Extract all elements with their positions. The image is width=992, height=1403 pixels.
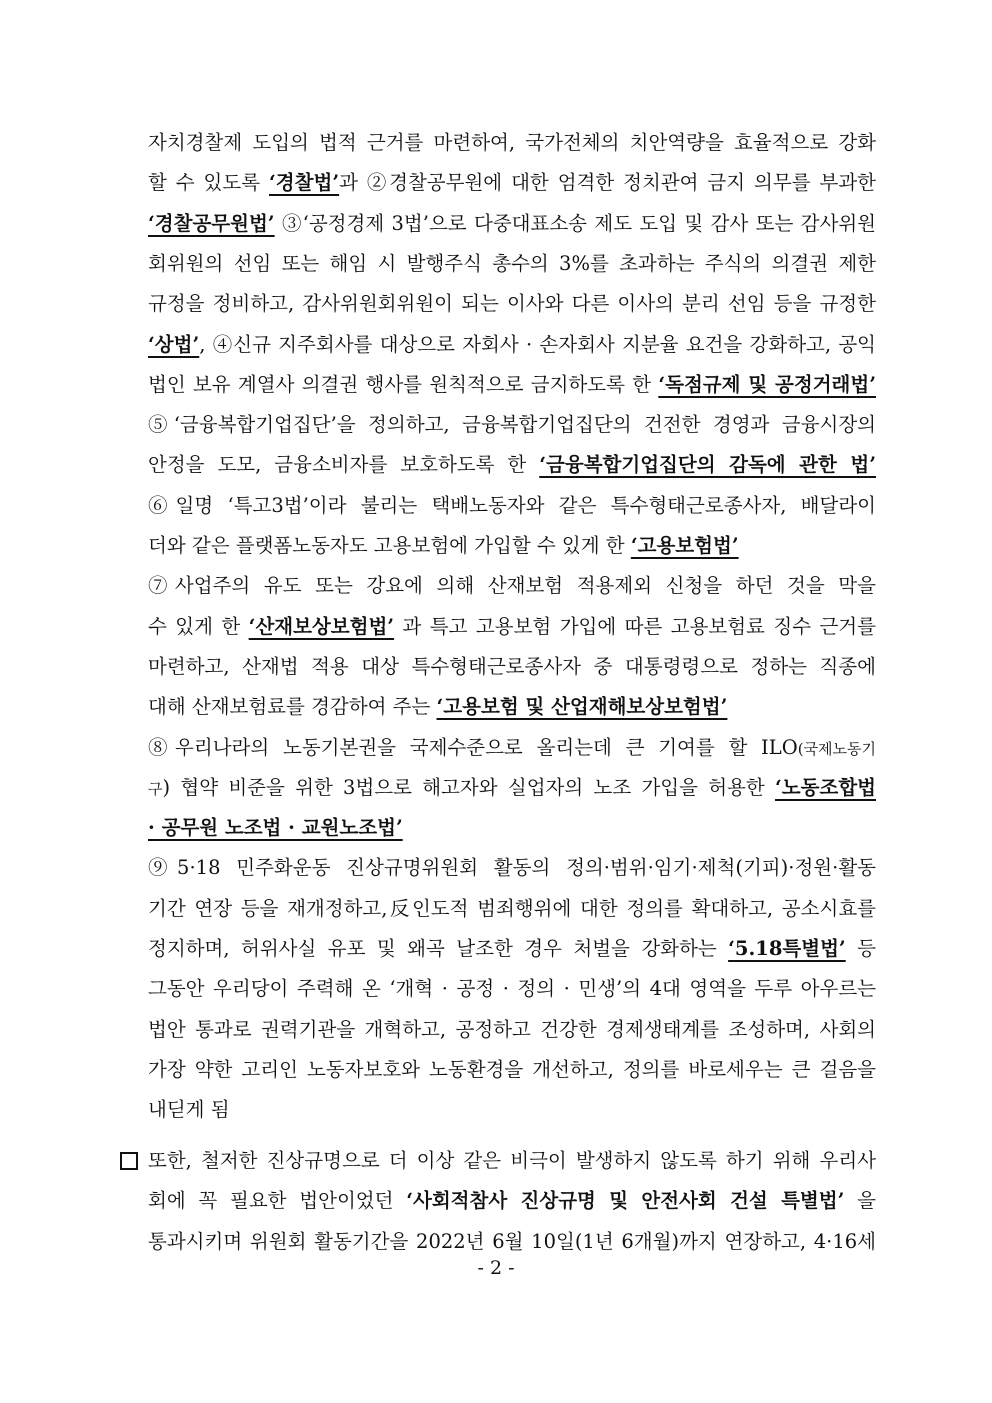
text-line: 대해 산재보험료를 경감하여 주는 ‘고용보험 및 산업재해보상보험법’ bbox=[148, 695, 728, 719]
text-line: ‘상법’, ④신규 지주회사를 대상으로 자회사 · 손자회사 지분율 요건을 강화하고, 공익 bbox=[148, 332, 876, 356]
law-name: ‘고용보험 및 산업재해보상보험법’ bbox=[436, 695, 728, 719]
text-line: 수 있게 한 ‘산재보상보험법’ 과 특고 고용보험 가입에 따른 고용보험료 징수 근거를 bbox=[148, 614, 876, 638]
text-line: 그동안 우리당이 주력해 온 ‘개혁 · 공정 · 정의 · 민생’의 4대 영역을 두루 아우르는 bbox=[148, 977, 876, 1001]
text-line bbox=[148, 813, 876, 843]
text-line: 기간 연장 등을 재개정하고,反인도적 범죄행위에 대한 정의를 확대하고, 공소시효를 bbox=[148, 896, 876, 920]
bullet-line: 회에 꼭 필요한 법안이었던 ‘사회적참사 진상규명 및 안전사회 건설 특별법’ 을 bbox=[148, 1189, 876, 1213]
text-line: ⑤‘금융복합기업집단’을 정의하고, 금융복합기업집단의 건전한 경영과 금융시장의 bbox=[148, 413, 876, 437]
checkbox-bullet-icon bbox=[120, 1152, 138, 1170]
text-line: ⑨5·18 민주화운동 진상규명위원회 활동의 정의·범위·임기·제척(기피)·정원·활동 bbox=[148, 856, 876, 880]
law-name: ‘고용보험법’ bbox=[630, 534, 739, 557]
text-line: 안정을 도모, 금융소비자를 보호하도록 한 ‘금융복합기업집단의 감독에 관한 법’ bbox=[148, 453, 877, 477]
bullet-line: 또한, 철저한 진상규명으로 더 이상 같은 비극이 발생하지 않도록 하기 위해 우리사 bbox=[148, 1149, 876, 1172]
law-name: ‘경찰공무원법’ bbox=[148, 211, 275, 235]
page-number: - 2 - bbox=[477, 1257, 515, 1279]
law-name: ‘산재보상보험법’ bbox=[248, 614, 395, 638]
text-line: ‘경찰공무원법’ ③‘공정경제 3법’으로 다중대표소송 제도 도입 및 감사 또는 감사위원 bbox=[148, 211, 876, 235]
law-name: ‘5.18특별법’ bbox=[728, 937, 846, 960]
law-name: ‘금융복합기업집단의 감독에 관한 법’ bbox=[539, 453, 877, 477]
text-line: 할 수 있도록 ‘경찰법’과 ②경찰공무원에 대한 엄격한 정치관여 금지 의무를 부과한 bbox=[148, 171, 877, 195]
text-line: 가장 약한 고리인 노동자보호와 노동환경을 개선하고, 정의를 바로세우는 큰 걸음을 bbox=[148, 1057, 876, 1081]
text-line: 마련하고, 산재법 적용 대상 특수형태근로종사자 중 대통령령으로 정하는 직종에 bbox=[148, 654, 876, 678]
text-line: 정지하며, 허위사실 유포 및 왜곡 날조한 경우 처벌을 강화하는 ‘5.18특별법’ 등 bbox=[148, 937, 876, 960]
law-name: ‘노동조합법 bbox=[775, 775, 876, 799]
text-line: ⑥일명 ‘특고3법’이라 불리는 택배노동자와 같은 특수형태근로종사자, 배달라이 bbox=[148, 493, 876, 517]
text-line: 회위원의 선임 또는 해임 시 발행주식 총수의 3%를 초과하는 주식의 의결권 제한 bbox=[148, 251, 876, 275]
text-line: 법인 보유 계열사 의결권 행사를 원칙적으로 금지하도록 한 ‘독점규제 및 공정거래법’ bbox=[148, 372, 876, 396]
law-name: · 공무원 노조법 · 교원노조법’ bbox=[148, 816, 403, 840]
law-name: ‘경찰법’ bbox=[269, 171, 340, 195]
text-line: 법안 통과로 권력기관을 개혁하고, 공정하고 건강한 경제생태계를 조성하며, 사회의 bbox=[148, 1017, 876, 1041]
law-name: ‘독점규제 및 공정거래법’ bbox=[658, 372, 876, 396]
text-line: 규정을 정비하고, 감사위원회위원이 되는 이사와 다른 이사의 분리 선임 등을 규정한 bbox=[148, 292, 876, 316]
text-line: ⑧우리나라의 노동기본권을 국제수준으로 올리는데 큰 기여를 할 ILO(국제노동기 bbox=[148, 735, 876, 759]
law-name: ‘사회적참사 진상규명 및 안전사회 건설 특별법’ bbox=[406, 1189, 845, 1213]
text-line: 자치경찰제 도입의 법적 근거를 마련하여, 국가전체의 치안역량을 효율적으로 강화 bbox=[148, 131, 876, 154]
law-name: ‘상법’ bbox=[148, 332, 200, 356]
text-line: 구) 협약 비준을 위한 3법으로 해고자와 실업자의 노조 가입을 허용한 ‘노동조합법 bbox=[148, 775, 876, 799]
text-line: 더와 같은 플랫폼노동자도 고용보험에 가입할 수 있게 한 ‘고용보험법’ bbox=[148, 534, 739, 557]
bullet-line: 통과시키며 위원회 활동기간을 2022년 6월 10일(1년 6개월)까지 연장하고, 4·16세 bbox=[148, 1229, 876, 1253]
text-line: ⑦사업주의 유도 또는 강요에 의해 산재보험 적용제외 신청을 하던 것을 막을 bbox=[148, 574, 876, 598]
text-line: 내딛게 됨 bbox=[148, 1098, 230, 1122]
